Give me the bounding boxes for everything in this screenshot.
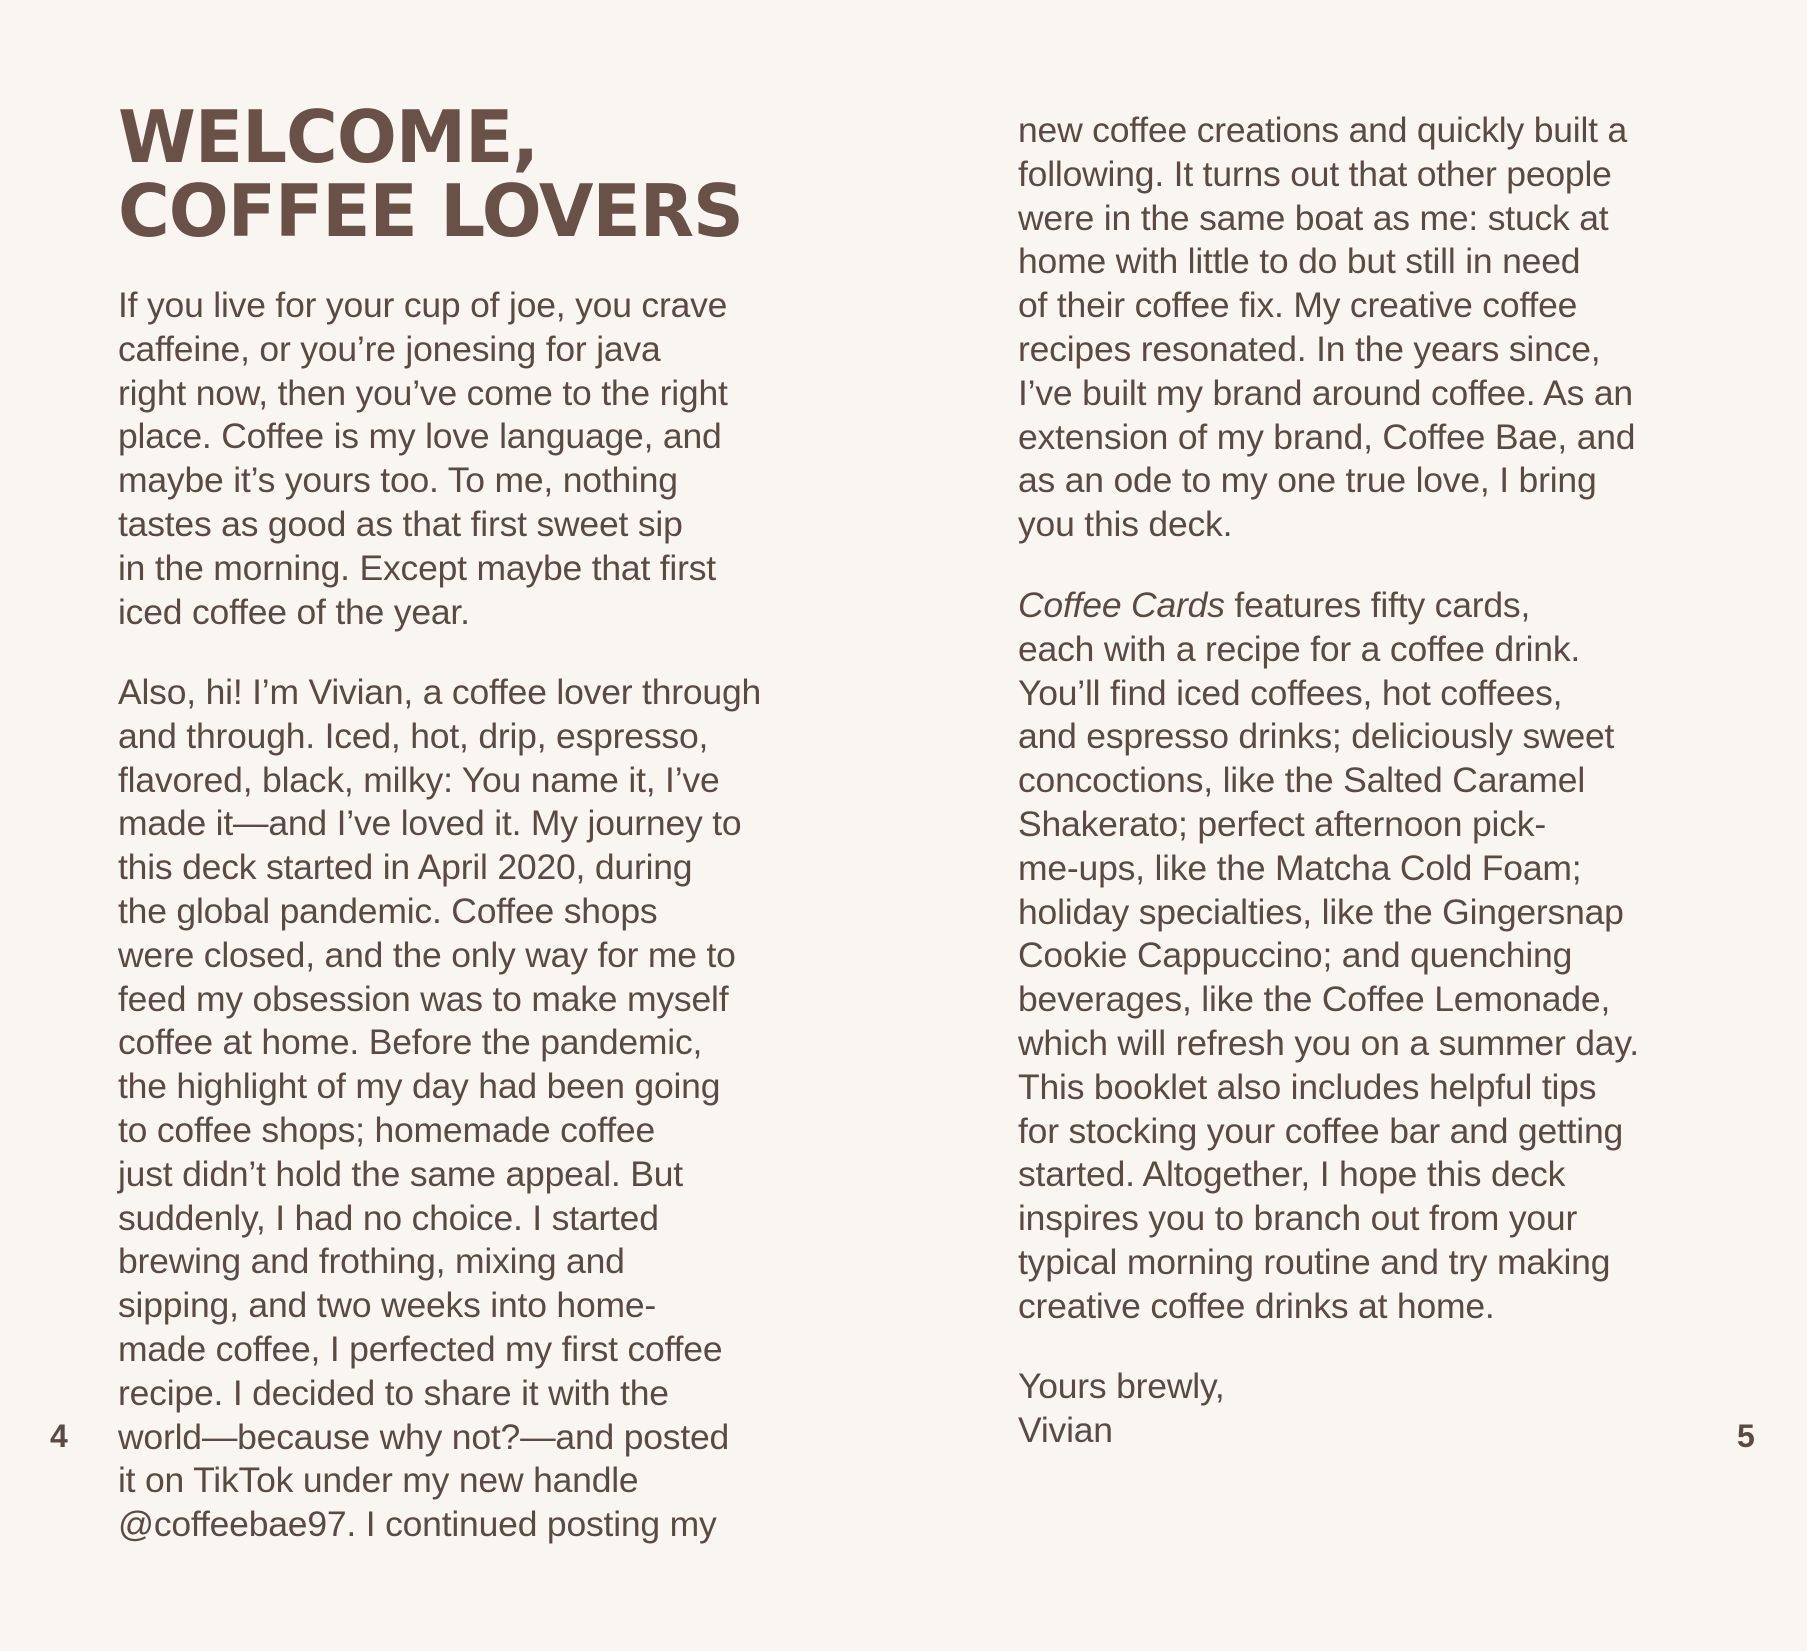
- text-line: for stocking your coffee bar and getting: [1018, 1110, 1624, 1151]
- text-line: brewing and frothing, mixing and: [118, 1241, 625, 1282]
- text-line: @coffeebae97. I continued posting my: [118, 1504, 717, 1545]
- text-line: Cookie Cappuccino; and quenching: [1018, 935, 1573, 976]
- text-line: Shakerato; perfect afternoon pick-: [1018, 803, 1546, 844]
- story-paragraph: [118, 671, 761, 1547]
- text-line: new coffee creations and quickly built a: [1018, 110, 1628, 150]
- text-line: me-ups, like the Matcha Cold Foam;: [1018, 847, 1582, 888]
- text-line: If you live for your cup of joe, you crave: [118, 285, 728, 325]
- text-line: holiday specialties, like the Gingersnap: [1018, 891, 1624, 932]
- text-line: which will refresh you on a summer day.: [1018, 1022, 1639, 1063]
- book-title-italic: Coffee Cards: [1018, 585, 1225, 625]
- text-line: were in the same boat as me: stuck at: [1018, 197, 1609, 238]
- text-line: each with a recipe for a coffee drink.: [1018, 628, 1581, 669]
- title-line-2: COFFEE LOVERS: [118, 169, 743, 253]
- text-line: right now, then you’ve come to the right: [118, 372, 728, 413]
- text-line: and through. Iced, hot, drip, espresso,: [118, 715, 709, 756]
- text-line: place. Coffee is my love language, and: [118, 416, 722, 457]
- text-line: world—because why not?—and posted: [118, 1416, 730, 1457]
- text-line: You’ll find iced coffees, hot coffees,: [1018, 672, 1563, 713]
- text-line: Also, hi! I’m Vivian, a coffee lover through: [118, 672, 762, 712]
- text-line: beverages, like the Coffee Lemonade,: [1018, 979, 1611, 1020]
- text-line: typical morning routine and try making: [1018, 1241, 1611, 1282]
- text-line: inspires you to branch out from your: [1018, 1198, 1578, 1239]
- text-line: made it—and I’ve loved it. My journey to: [118, 803, 742, 844]
- text-line: caffeine, or you’re jonesing for java: [118, 328, 661, 369]
- text-line: recipe. I decided to share it with the: [118, 1372, 669, 1413]
- text-line: just didn’t hold the same appeal. But: [118, 1153, 683, 1194]
- text-line: the global pandemic. Coffee shops: [118, 890, 658, 931]
- text-line: flavored, black, milky: You name it, I’ve: [118, 759, 720, 800]
- text-line: creative coffee drinks at home.: [1018, 1285, 1495, 1326]
- page-title: [118, 95, 756, 253]
- text-line: of their coffee fix. My creative coffee: [1018, 285, 1578, 326]
- signoff-line: Yours brewly,: [1018, 1366, 1225, 1406]
- text-line: following. It turns out that other people: [1018, 153, 1612, 194]
- text-line: were closed, and the only way for me to: [118, 934, 736, 975]
- text-line: I’ve built my brand around coffee. As an: [1018, 372, 1633, 413]
- text-line: feed my obsession was to make myself: [118, 978, 729, 1019]
- text-line: to coffee shops; homemade coffee: [118, 1109, 655, 1150]
- left-page: [0, 0, 903, 1651]
- page-number-left: 4: [50, 1418, 68, 1454]
- text-line: you this deck.: [1018, 504, 1233, 545]
- text-line: in the morning. Except maybe that first: [118, 547, 716, 588]
- continued-paragraph: [1018, 109, 1635, 547]
- text-line: made coffee, I perfected my first coffee: [118, 1328, 723, 1369]
- text-line: the highlight of my day had been going: [118, 1066, 721, 1107]
- signoff: [1018, 1365, 1225, 1453]
- text-line: iced coffee of the year.: [118, 591, 470, 632]
- text-line: extension of my brand, Coffee Bae, and: [1018, 416, 1636, 457]
- text-line: maybe it’s yours too. To me, nothing: [118, 460, 678, 501]
- text-line: as an ode to my one true love, I bring: [1018, 460, 1597, 501]
- page-number-right: 5: [1737, 1418, 1755, 1454]
- text-line: tastes as good as that first sweet sip: [118, 503, 683, 544]
- signature-name: Vivian: [1018, 1409, 1113, 1450]
- text-line: suddenly, I had no choice. I started: [118, 1197, 659, 1238]
- right-page: [903, 0, 1807, 1651]
- text-line: [1018, 584, 1639, 628]
- text-line: This booklet also includes helpful tips: [1018, 1066, 1597, 1107]
- text-line: this deck started in April 2020, during: [118, 847, 693, 888]
- text-line: home with little to do but still in need: [1018, 241, 1581, 282]
- text-line: sipping, and two weeks into home-: [118, 1285, 657, 1326]
- text-line: coffee at home. Before the pandemic,: [118, 1022, 703, 1063]
- intro-paragraph: [118, 284, 728, 634]
- text-line: recipes resonated. In the years since,: [1018, 328, 1601, 369]
- text-line: and espresso drinks; deliciously sweet: [1018, 716, 1615, 757]
- text-line: it on TikTok under my new handle: [118, 1460, 639, 1501]
- title-line-1: WELCOME,: [118, 95, 539, 179]
- deck-description-paragraph: [1018, 584, 1639, 1329]
- text-fragment: features fifty cards,: [1224, 585, 1531, 625]
- text-line: started. Altogether, I hope this deck: [1018, 1154, 1566, 1195]
- text-line: concoctions, like the Salted Caramel: [1018, 760, 1586, 801]
